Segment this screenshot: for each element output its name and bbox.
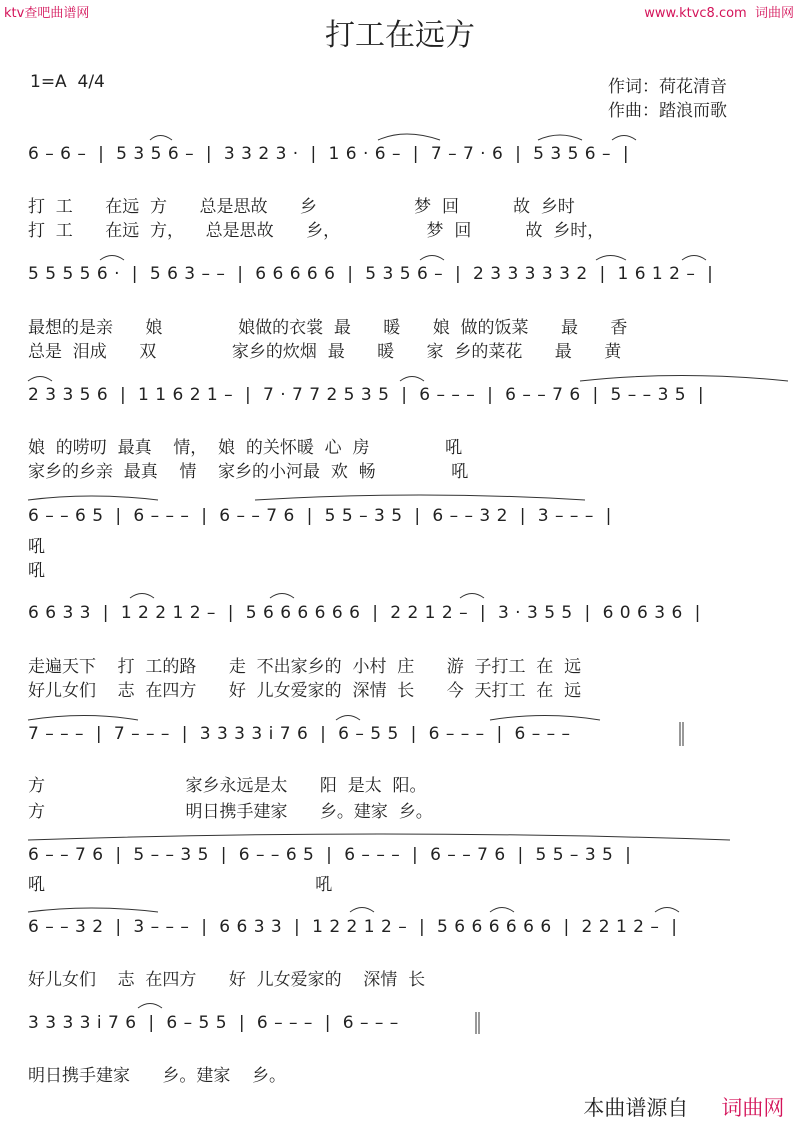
lyric-line-7: 吼 吼 xyxy=(28,875,333,895)
song-title: 打工在远方 xyxy=(325,18,475,53)
footer-site-label xyxy=(708,1068,784,1122)
lyric-line-2b: 总是 泪成 双 家乡的炊烟 最 暖 家 乡的菜花 最 黄 xyxy=(28,342,622,362)
watermark-top-right: www.ktvc8.com 词曲网 xyxy=(644,6,794,21)
slur-arc xyxy=(538,135,582,140)
notation-line-8: 6 – – 3 2 | 3 – – – | 6 6 3 3 | 1 2 2 1 2 – | 5 6 6 6 6 6 6 | 2 2 1 2 – | xyxy=(28,917,678,937)
lyric-line-1b: 打 工 在远 方， 总是思故 乡， 梦 回 故 乡时， xyxy=(28,221,605,241)
slur-arc xyxy=(28,377,52,382)
slur-arc xyxy=(28,496,158,500)
lyric-line-5a: 走遍天下 打 工的路 走 不出家乡的 小村 庄 游 子打工 在 远 xyxy=(28,657,582,677)
slur-arc xyxy=(490,716,600,721)
slur-arc xyxy=(378,134,440,140)
lyric-line-1a: 打 工 在远 方 总是思故 乡 梦 回 故 乡时 xyxy=(28,197,575,217)
watermark-top-left: ktv查吧曲谱网 xyxy=(4,6,90,21)
notation-line-5: 6 6 3 3 | 1 2 2 1 2 – | 5 6 6 6 6 6 6 | 2 2 1 2 – | 3 · 3 5 5 | 6 0 6 3 6 | xyxy=(28,603,701,623)
lyric-line-3b: 家乡的乡亲 最真 情 家乡的小河最 欢 畅 吼 xyxy=(28,462,469,482)
slur-arc xyxy=(460,594,484,599)
notation-line-4: 6 – – 6 5 | 6 – – – | 6 – – 7 6 | 5 5 – 3 5 | 6 – – 3 2 | 3 – – – | xyxy=(28,506,612,526)
slur-arc xyxy=(682,256,706,261)
lyric-line-2a: 最想的是亲 娘 娘做的衣裳 最 暖 娘 做的饭菜 最 香 xyxy=(28,318,628,338)
slur-arc xyxy=(336,716,360,721)
slur-arc xyxy=(580,376,788,382)
slur-arc xyxy=(270,594,294,599)
notation-line-6: 7 – – – | 7 – – – | 3 3 3 3 i 7 6 | 6 – 5 5 | 6 – – – | 6 – – – xyxy=(28,724,571,744)
slur-arc xyxy=(138,1004,162,1009)
slur-arc xyxy=(150,136,172,141)
slur-arc xyxy=(130,594,154,599)
lyric-line-6b: 方 明日携手建家 乡。建家 乡。 xyxy=(28,802,433,822)
composer-credit: 作曲：踏浪而歌 xyxy=(608,101,727,121)
key-time-signature: 1=A 4/4 xyxy=(30,72,105,92)
slur-arc xyxy=(655,908,679,913)
slur-arc xyxy=(350,908,374,913)
notation-line-9: 3 3 3 3 i 7 6 | 6 – 5 5 | 6 – – – | 6 – – – xyxy=(28,1013,399,1033)
notation-line-7: 6 – – 7 6 | 5 – – 3 5 | 6 – – 6 5 | 6 – – – | 6 – – 7 6 | 5 5 – 3 5 | xyxy=(28,845,632,865)
footer-source-text: 本曲谱源自 xyxy=(583,1096,689,1120)
notation-line-3: 2 3 3 5 6 | 1 1 6 2 1 – | 7 · 7 7 2 5 3 5 | 6 – – – | 6 – – 7 6 | 5 – – 3 5 | xyxy=(28,385,705,405)
lyricist-credit: 作词：荷花清音 xyxy=(608,77,727,97)
slur-arc xyxy=(100,256,124,261)
slur-arc xyxy=(28,834,730,840)
slur-arc xyxy=(28,908,158,912)
slur-arc xyxy=(596,256,626,261)
footer-source-label xyxy=(570,1068,688,1122)
footer-site-text[interactable]: 词曲网 xyxy=(721,1096,785,1120)
slur-arc xyxy=(490,908,514,913)
slur-arc xyxy=(400,377,424,382)
lyric-line-9: 明日携手建家 乡。建家 乡。 xyxy=(28,1066,287,1086)
slur-arc xyxy=(255,495,585,500)
notation-line-2: 5 5 5 5 6 · | 5 6 3 – – | 6 6 6 6 6 | 5 3 5 6 – | 2 3 3 3 3 3 2 | 1 6 1 2 – | xyxy=(28,264,714,284)
slur-arc xyxy=(612,136,636,141)
lyric-line-4a: 吼 xyxy=(28,537,45,557)
slur-arc xyxy=(28,716,138,721)
notation-line-1: 6 – 6 – | 5 3 5 6 – | 3 3 2 3 · | 1 6 · 6 – | 7 – 7 · 6 | 5 3 5 6 – | xyxy=(28,144,630,164)
lyric-line-6a: 方 家乡永远是太 阳 是太 阳。 xyxy=(28,776,427,796)
lyric-line-5b: 好儿女们 志 在四方 好 儿女爱家的 深情 长 今 天打工 在 远 xyxy=(28,681,582,701)
lyric-line-8: 好儿女们 志 在四方 好 儿女爱家的 深情 长 xyxy=(28,970,426,990)
lyric-line-4b: 吼 xyxy=(28,561,45,581)
slur-arc xyxy=(420,256,444,261)
lyric-line-3a: 娘 的唠叨 最真 情， 娘 的关怀暖 心 房 吼 xyxy=(28,438,463,458)
